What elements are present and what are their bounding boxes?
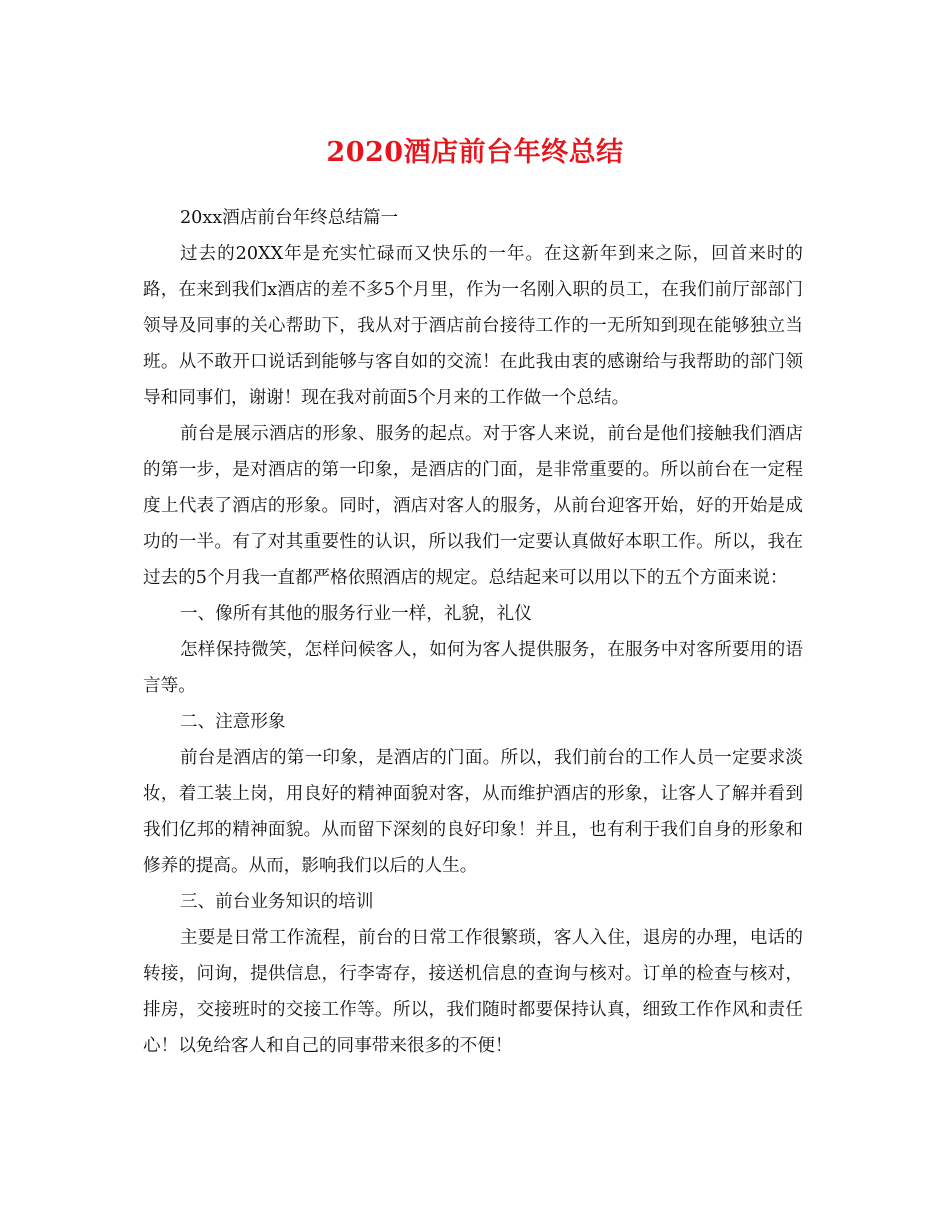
section-heading: 一、像所有其他的服务行业一样，礼貌，礼仪 xyxy=(179,604,532,624)
paragraph: 怎样保持微笑，怎样问候客人，如何为客人提供服务，在服务中对客所要用的语言等。 xyxy=(143,640,803,696)
section-heading: 20xx酒店前台年终总结篇一 xyxy=(179,208,399,228)
document-title: 2020酒店前台年终总结 xyxy=(326,137,624,168)
section-heading: 三、前台业务知识的培训 xyxy=(179,892,374,912)
paragraph: 前台是展示酒店的形象、服务的起点。对于客人来说，前台是他们接触我们酒店的第一步，是对酒店的第一印象，是酒店的门面，是非常重要的。所以前台在一定程度上代表了酒店的形象。同时，酒店对客人的服务，从前台迎客开始，好的开始是成功的一半。有了对其重要性的认识，所以我们一定要认真做好本职工作。所以，我在过去的5个月我一直都严格依照酒店的规定。总结起来可以用以下的五个方面来说： xyxy=(143,424,803,588)
paragraph: 主要是日常工作流程，前台的日常工作很繁琐，客人入住，退房的办理，电话的转接，问询，提供信息，行李寄存，接送机信息的查询与核对。订单的检查与核对，排房，交接班时的交接工作等。所以，我们随时都要保持认真，细致工作作风和责任心！以免给客人和自己的同事带来很多的不便！ xyxy=(143,928,803,1056)
document-body xyxy=(143,200,803,1064)
paragraph: 过去的20XX年是充实忙碌而又快乐的一年。在这新年到来之际，回首来时的路，在来到我们x酒店的差不多5个月里，作为一名刚入职的员工，在我们前厅部部门领导及同事的关心帮助下，我从对于酒店前台接待工作的一无所知到现在能够独立当班。从不敢开口说话到能够与客自如的交流！在此我由衷的感谢给与我帮助的部门领导和同事们，谢谢！现在我对前面5个月来的工作做一个总结。 xyxy=(143,244,803,408)
section-heading: 二、注意形象 xyxy=(179,712,286,732)
paragraph: 前台是酒店的第一印象，是酒店的门面。所以，我们前台的工作人员一定要求淡妆，着工装上岗，用良好的精神面貌对客，从而维护酒店的形象，让客人了解并看到我们亿邦的精神面貌。从而留下深刻的良好印象！并且，也有利于我们自身的形象和修养的提高。从而，影响我们以后的人生。 xyxy=(143,748,803,876)
